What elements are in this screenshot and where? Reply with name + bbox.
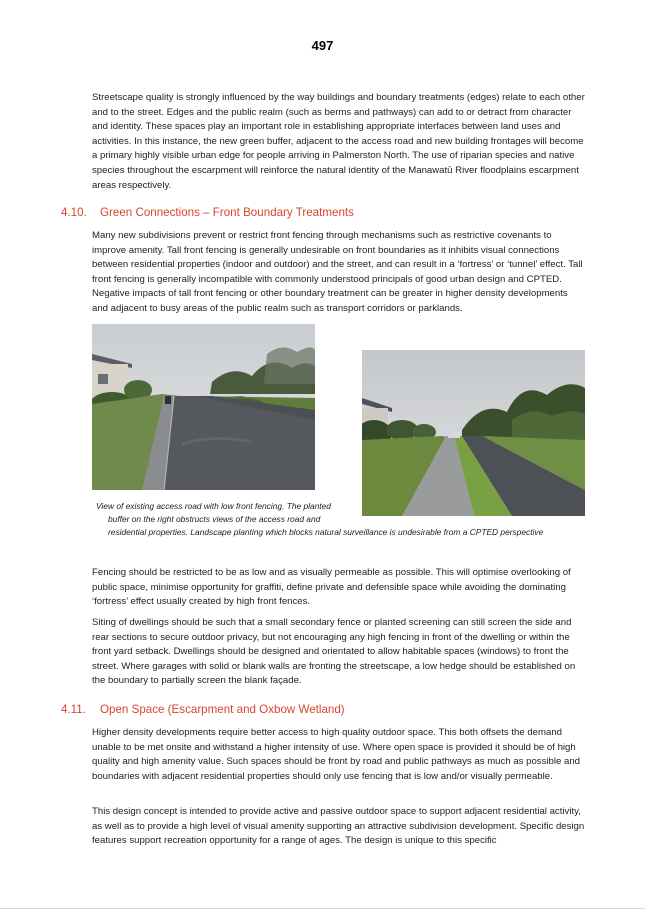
caption-line: View of existing access road with low front fencing. The planted bbox=[96, 501, 331, 511]
page-bottom-rule bbox=[0, 908, 645, 909]
green-connections-paragraph-2: Fencing should be restricted to be as low and as visually permeable as possible. This will optimise overlooking of public space, minimise opportunity for graffiti, define private and defensible space while avoiding the dominating ‘fortress’ effect usually created by high front fences. bbox=[92, 567, 571, 608]
green-connections-paragraph-3: Siting of dwellings should be such that a small secondary fence or planted screening can still screen the side and rear sections to secure outdoor privacy, but not encouraging any high fencing in front of the dwelling or within the front yard setback. Dwellings should be designed and orientated to allow habitable spaces (windows) to front the street. Where garages with solid or blank walls are fronting the streetscape, a low hedge should be established on the boundary to partially screen the blank façade. bbox=[92, 617, 576, 687]
section-heading-4-10 bbox=[61, 206, 354, 219]
open-space-paragraph-1: Higher density developments require better access to high quality outdoor space. This both offsets the demand unable to be met onsite and withstand a higher intensity of use. Where open space is provided it should be of high quality and high amenity value. Such spaces should be front by road and public pathways as much as possible and boundaries with adjacent residential properties should only use fencing that is low and/or visually permeable. bbox=[92, 727, 580, 782]
section-title: Green Connections – Front Boundary Treatments bbox=[100, 206, 354, 219]
open-space-paragraph-2: This design concept is intended to provide active and passive outdoor space to support adjacent residential activity, as well as to provide a high level of visual amenity supporting an attractive subdivision development. Specific design features support recreation opportunity for a range of ages. The design is unique to this specific bbox=[92, 806, 585, 847]
section-heading-4-11 bbox=[61, 703, 345, 716]
section-number: 4.10. bbox=[61, 206, 87, 219]
caption-line: buffer on the right obstructs views of the access road and bbox=[108, 514, 321, 524]
section-number: 4.11. bbox=[61, 703, 86, 716]
access-road-photo bbox=[92, 324, 315, 490]
page-number: 497 bbox=[311, 38, 334, 53]
photo-caption bbox=[96, 500, 586, 539]
section-title: Open Space (Escarpment and Oxbow Wetland) bbox=[100, 703, 345, 716]
footpath-buffer-photo bbox=[362, 350, 585, 516]
intro-paragraph: Streetscape quality is strongly influenced by the way buildings and boundary treatments (edges) relate to each other and to the street. Edges and the public realm (such as berms and pathways) can add to or detract from character and identity. These spaces play an important role in establishing appropriate interfaces between land uses and activities. In this instance, the new green buffer, adjacent to the access road and new building frontages will become a primary highly visible urban edge for people arriving in Palmerston North. The use of riparian species and native species throughout the escarpment will reinforce the natural identity of the Manawatū River floodplains escarpment areas respectively. bbox=[92, 92, 585, 191]
green-connections-paragraph-1: Many new subdivisions prevent or restrict front fencing through mechanisms such as restrictive covenants to improve amenity. Tall front fencing is generally undesirable on front boundaries as it inhibits visual connections between residential properties (indoor and outdoor) and the street, and can result in a ‘fortress’ or ‘tunnel’ effect. Tall front fencing is generally incompatible with commonly understood principals of good urban design and CPTED. Negative impacts of tall front fencing or other boundary treatment can be greater in higher density developments and adjacent to busy areas of the public realm such as transport corridors or parklands. bbox=[92, 230, 583, 314]
caption-line: residential properties. Landscape planting which blocks natural surveillance is undesirable from a CPTED perspective bbox=[108, 527, 544, 537]
